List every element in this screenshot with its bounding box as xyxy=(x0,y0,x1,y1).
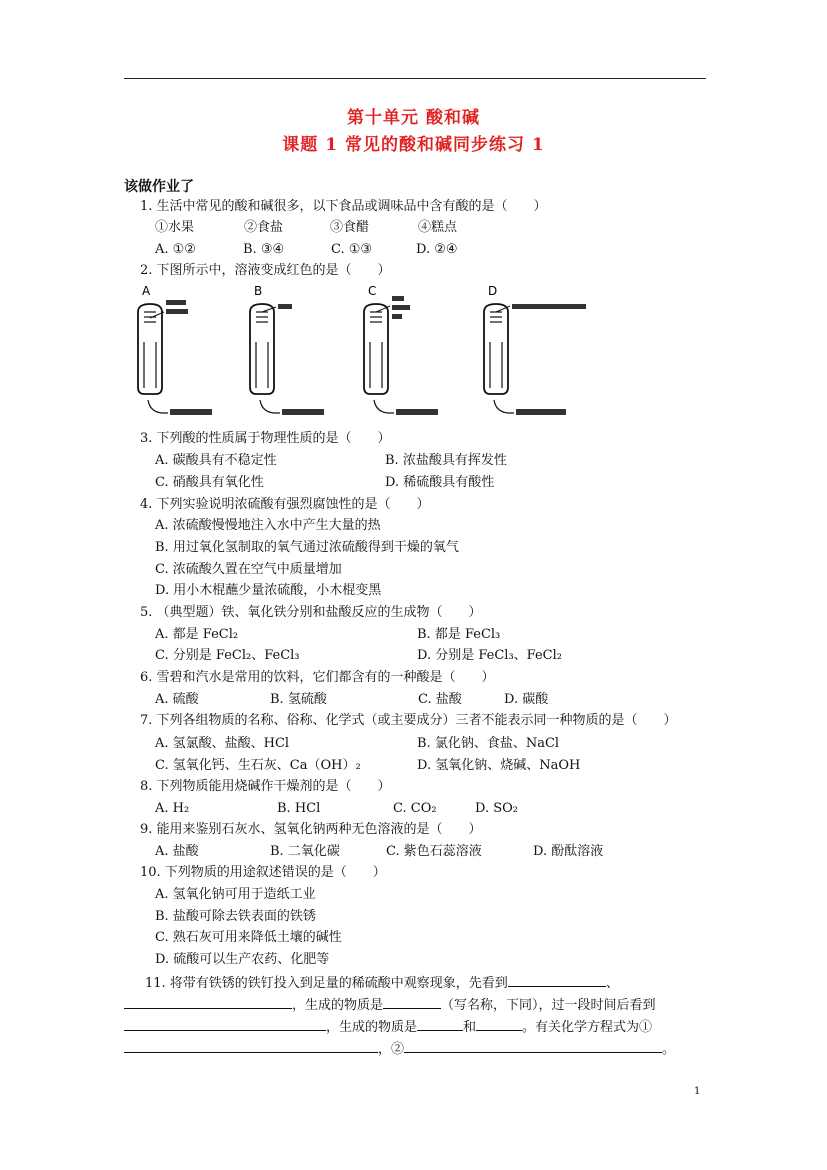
q11-text-6: 。有关化学方程式为① xyxy=(522,1020,653,1035)
q4-option-a: A. 浓硫酸慢慢地注入水中产生大量的热 xyxy=(155,518,381,533)
q11-text-3: （写名称，下同），过一段时间后看到 xyxy=(441,998,656,1013)
section-title: 该做作业了 xyxy=(124,179,194,195)
q4-option-c: C. 浓硫酸久置在空气中质量增加 xyxy=(155,562,342,577)
q4-stem: 4. 下列实验说明浓硫酸有强烈腐蚀性的是（ ） xyxy=(140,497,430,512)
q8-option-d: D. SO₂ xyxy=(475,801,518,816)
q8-option-a: A. H₂ xyxy=(155,801,190,816)
q9-option-d: D. 酚酞溶液 xyxy=(533,844,604,859)
q11-text-8: 。 xyxy=(662,1042,676,1057)
q11-line-2 xyxy=(124,995,656,1015)
q11-comma: 、 xyxy=(605,976,619,991)
q11-text-7: ，② xyxy=(378,1042,405,1057)
q9-option-c: C. 紫色石蕊溶液 xyxy=(386,844,482,859)
q11-text-1: 11. 将带有铁锈的铁钉投入到足量的稀硫酸中观察现象，先看到 xyxy=(145,976,508,991)
page-number: 1 xyxy=(694,1086,701,1097)
lesson-title: 课题 1 常见的酸和碱同步练习 1 xyxy=(282,135,545,155)
q3-stem: 3. 下列酸的性质属于物理性质的是（ ） xyxy=(140,431,391,446)
q1-option-d: D. ②④ xyxy=(416,242,458,257)
figure-label-d: D xyxy=(488,284,498,298)
q1-item-1: ①水果 xyxy=(155,220,195,235)
q11-blank-6[interactable] xyxy=(476,1017,522,1031)
q10-option-b: B. 盐酸可除去铁表面的铁锈 xyxy=(155,909,316,924)
q1-stem: 1. 生活中常见的酸和碱很多，以下食品或调味品中含有酸的是（ ） xyxy=(140,199,547,214)
q3-option-d: D. 稀硫酸具有酸性 xyxy=(385,475,495,490)
q1-item-2: ②食盐 xyxy=(244,220,284,235)
q7-option-a: A. 氢氯酸、盐酸、HCl xyxy=(155,736,290,751)
q11-text-4: ，生成的物质是 xyxy=(326,1020,418,1035)
q4-option-d: D. 用小木棍蘸少量浓硫酸，小木棍变黑 xyxy=(155,583,382,598)
q5-stem: 5. （典型题）铁、氧化铁分别和盐酸反应的生成物（ ） xyxy=(140,605,482,620)
q11-blank-4[interactable] xyxy=(124,1017,326,1031)
q5-option-b: B. 都是 FeCl₃ xyxy=(417,627,501,642)
q3-option-b: B. 浓盐酸具有挥发性 xyxy=(385,453,507,468)
figure-tube-d xyxy=(474,282,614,422)
q11-text-2: ，生成的物质是 xyxy=(292,998,384,1013)
q10-option-d: D. 硫酸可以生产农药、化肥等 xyxy=(155,952,330,967)
q7-option-d: D. 氢氧化钠、烧碱、NaOH xyxy=(417,758,581,773)
q10-option-c: C. 熟石灰可用来降低土壤的碱性 xyxy=(155,930,342,945)
q1-option-c: C. ①③ xyxy=(331,242,373,257)
q7-option-c: C. 氢氧化钙、生石灰、Ca（OH）₂ xyxy=(155,758,361,773)
q11-text-5: 和 xyxy=(463,1020,477,1035)
q9-option-a: A. 盐酸 xyxy=(155,844,199,859)
q7-stem: 7. 下列各组物质的名称、俗称、化学式（或主要成分）三者不能表示同一种物质的是（ ） xyxy=(140,713,677,728)
q4-option-b: B. 用过氧化氢制取的氧气通过浓硫酸得到干燥的氧气 xyxy=(155,540,459,555)
q2-stem: 2. 下图所示中，溶液变成红色的是（ ） xyxy=(140,263,391,278)
q1-option-b: B. ③④ xyxy=(243,242,285,257)
q11-blank-1[interactable] xyxy=(508,973,606,987)
q11-blank-5[interactable] xyxy=(417,1017,463,1031)
figure-label-b: B xyxy=(254,284,263,298)
q9-stem: 9. 能用来鉴别石灰水、氢氧化钠两种无色溶液的是（ ） xyxy=(140,822,482,837)
q1-option-a: A. ①② xyxy=(155,242,196,257)
figure-label-a: A xyxy=(142,284,151,298)
figure-tube-c xyxy=(354,282,494,422)
q11-blank-7[interactable] xyxy=(124,1039,378,1053)
q8-option-b: B. HCl xyxy=(277,801,321,816)
unit-title: 第十单元 酸和碱 xyxy=(347,108,480,128)
q11-line-1 xyxy=(145,973,619,993)
q11-line-3 xyxy=(124,1017,652,1037)
q6-stem: 6. 雪碧和汽水是常用的饮料，它们都含有的一种酸是（ ） xyxy=(140,670,495,685)
q5-option-c: C. 分别是 FeCl₂、FeCl₃ xyxy=(155,648,300,663)
q9-option-b: B. 二氧化碳 xyxy=(270,844,340,859)
q1-item-4: ④糕点 xyxy=(418,220,458,235)
q8-stem: 8. 下列物质能用烧碱作干燥剂的是（ ） xyxy=(140,779,391,794)
header-rule xyxy=(124,78,706,79)
q3-option-a: A. 碳酸具有不稳定性 xyxy=(155,453,277,468)
q6-option-c: C. 盐酸 xyxy=(418,692,462,707)
q11-blank-2[interactable] xyxy=(124,995,292,1009)
q8-option-c: C. CO₂ xyxy=(393,801,437,816)
q11-blank-3[interactable] xyxy=(383,995,441,1009)
figure-label-c: C xyxy=(368,284,377,298)
q7-option-b: B. 氯化钠、食盐、NaCl xyxy=(417,736,560,751)
q11-line-4 xyxy=(124,1039,675,1059)
q1-item-3: ③食醋 xyxy=(330,220,370,235)
q10-stem: 10. 下列物质的用途叙述错误的是（ ） xyxy=(140,865,386,880)
q5-option-d: D. 分别是 FeCl₃、FeCl₂ xyxy=(417,648,562,663)
q5-option-a: A. 都是 FeCl₂ xyxy=(155,627,239,642)
q3-option-c: C. 硝酸具有氧化性 xyxy=(155,475,264,490)
q10-option-a: A. 氢氧化钠可用于造纸工业 xyxy=(155,887,316,902)
q11-blank-8[interactable] xyxy=(404,1039,662,1053)
q6-option-d: D. 碳酸 xyxy=(504,692,549,707)
q6-option-b: B. 氢硫酸 xyxy=(270,692,327,707)
q6-option-a: A. 硫酸 xyxy=(155,692,199,707)
